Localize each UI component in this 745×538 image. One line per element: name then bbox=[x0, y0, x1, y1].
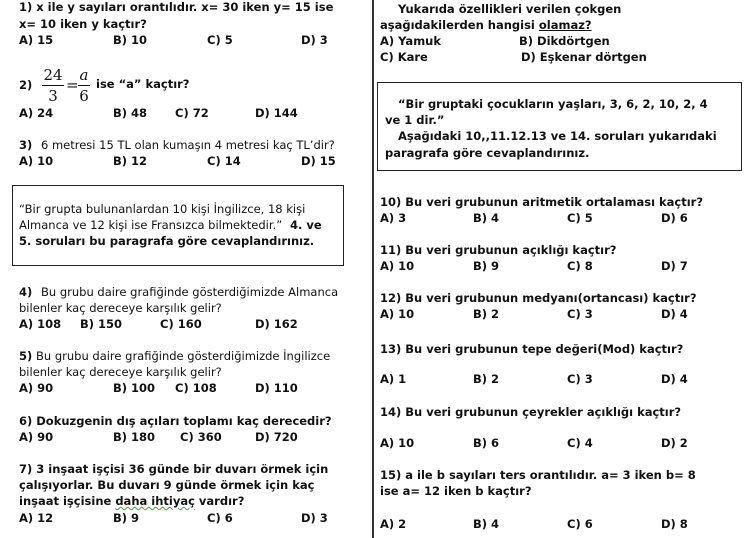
question-text: bilenler kaç dereceye karşılık gelir? bbox=[19, 365, 222, 379]
option-d: D) 2 bbox=[661, 436, 688, 450]
option-b: B) Dikdörtgen bbox=[519, 34, 610, 48]
option-b: B) 4 bbox=[473, 517, 500, 531]
question-text: Bu grubu daire grafiğinde gösterdiğimizde Almanca bbox=[41, 285, 339, 299]
option-c: C) 6 bbox=[567, 517, 593, 531]
option-d: D) Eşkenar dörtgen bbox=[521, 50, 647, 64]
option-d: D) 8 bbox=[661, 517, 688, 531]
info-text: Aşağıdaki 10,,11.12.13 ve 14. soruları yukarıdaki bbox=[398, 129, 717, 143]
info-text: “Bir gruptaki çocukların yaşları, 3, 6, 2, 10, 2, 4 bbox=[398, 97, 708, 111]
text-part: aşağıdakilerden hangisi bbox=[380, 18, 539, 32]
option-b: B) 180 bbox=[113, 430, 156, 444]
question-text: Bu grubu daire grafiğinde gösterdiğimizde İngilizce bbox=[36, 349, 331, 363]
question-text: 14) Bu veri grubunun çeyrekler açıklığı kaçtır? bbox=[380, 405, 682, 419]
option-d: D) 162 bbox=[255, 317, 298, 331]
option-c: C) 5 bbox=[567, 211, 593, 225]
option-a: A) 2 bbox=[380, 517, 407, 531]
question-text: 1) x ile y sayıları orantılıdır. x= 30 iken y= 15 ise bbox=[19, 0, 334, 14]
question-text: ise “a” kaçtır? bbox=[96, 77, 190, 91]
option-a: A) 10 bbox=[380, 436, 415, 450]
option-c: C) 3 bbox=[567, 307, 593, 321]
option-d: D) 720 bbox=[255, 430, 298, 444]
option-b: B) 12 bbox=[113, 154, 148, 168]
option-c: C) 6 bbox=[207, 511, 233, 525]
fraction-a-6 bbox=[78, 66, 90, 105]
option-a: A) 10 bbox=[380, 259, 415, 273]
option-d: D) 15 bbox=[301, 154, 336, 168]
option-b: B) 9 bbox=[113, 511, 140, 525]
denominator: 6 bbox=[79, 87, 89, 105]
option-c: C) Kare bbox=[380, 50, 428, 64]
info-text: Almanca ve 12 kişi ise Fransızca bilmektedir.” bbox=[19, 218, 283, 232]
option-d: D) 110 bbox=[255, 381, 298, 395]
option-b: B) 48 bbox=[113, 106, 148, 120]
equals-sign: = bbox=[66, 76, 79, 94]
question-text: 15) a ile b sayıları ters orantılıdır. a= 3 iken b= 8 bbox=[380, 468, 696, 482]
info-text: ve 1 dir.” bbox=[385, 113, 445, 127]
option-c: C) 108 bbox=[175, 381, 217, 395]
option-b: B) 150 bbox=[80, 317, 123, 331]
option-b: B) 10 bbox=[113, 33, 148, 47]
question-text: 6) Dokuzgenin dış açıları toplamı kaç derecedir? bbox=[19, 414, 332, 428]
spellcheck-underlined-text: daha ihtiyaç bbox=[115, 494, 195, 508]
question-text: 13) Bu veri grubunun tepe değeri(Mod) kaçtır? bbox=[380, 342, 684, 356]
option-b: B) 9 bbox=[473, 259, 500, 273]
option-c: C) 4 bbox=[567, 436, 593, 450]
denominator: 3 bbox=[48, 87, 58, 105]
option-d: D) 3 bbox=[301, 511, 328, 525]
option-d: D) 7 bbox=[661, 259, 688, 273]
option-b: B) 6 bbox=[473, 436, 500, 450]
question-text: çalışıyorlar. Bu duvarı 9 günde örmek için kaç bbox=[19, 478, 315, 492]
option-d: D) 6 bbox=[661, 211, 688, 225]
option-a: A) 90 bbox=[19, 430, 54, 444]
question-text: bilenler kaç dereceye karşılık gelir? bbox=[19, 301, 222, 315]
option-a: A) 1 bbox=[380, 372, 407, 386]
numerator: 24 bbox=[43, 66, 63, 84]
question-number: 2) bbox=[19, 78, 33, 92]
option-c: C) 160 bbox=[160, 317, 202, 331]
fraction-24-3 bbox=[42, 66, 64, 105]
question-number: 4) bbox=[19, 285, 33, 299]
question-number: 3) bbox=[19, 138, 33, 152]
info-text: paragrafa göre cevaplandırınız. bbox=[385, 146, 590, 160]
question-number: 5) bbox=[19, 349, 33, 363]
option-c: C) 3 bbox=[567, 372, 593, 386]
option-a: A) 15 bbox=[19, 33, 54, 47]
option-d: D) 4 bbox=[661, 372, 688, 386]
option-c: C) 72 bbox=[175, 106, 209, 120]
option-a: A) 90 bbox=[19, 381, 54, 395]
option-b: B) 2 bbox=[473, 372, 500, 386]
question-text: Yukarıda özellikleri verilen çokgen bbox=[398, 2, 622, 16]
option-d: D) 144 bbox=[255, 106, 298, 120]
question-text: 12) Bu veri grubunun medyanı(ortancası) kaçtır? bbox=[380, 291, 697, 305]
info-text: “Bir grupta bulunanlardan 10 kişi İngilizce, 18 kişi bbox=[19, 202, 306, 216]
option-a: A) 10 bbox=[380, 307, 415, 321]
column-divider bbox=[372, 0, 374, 538]
option-a: A) 24 bbox=[19, 106, 54, 120]
option-d: D) 3 bbox=[301, 33, 328, 47]
question-text: x= 10 iken y kaçtır? bbox=[19, 17, 147, 31]
option-b: B) 2 bbox=[473, 307, 500, 321]
underlined-text: olamaz? bbox=[538, 18, 592, 32]
option-d: D) 4 bbox=[661, 307, 688, 321]
question-text: 7) 3 inşaat işçisi 36 günde bir duvarı örmek için bbox=[19, 462, 329, 476]
option-c: C) 14 bbox=[207, 154, 241, 168]
question-text bbox=[19, 494, 244, 509]
option-a: A) 3 bbox=[380, 211, 407, 225]
question-text: 10) Bu veri grubunun aritmetik ortalaması kaçtır? bbox=[380, 195, 704, 209]
option-c: C) 8 bbox=[567, 259, 593, 273]
text-part: inşaat işçisine bbox=[19, 494, 116, 508]
option-a: A) Yamuk bbox=[380, 34, 442, 48]
option-a: A) 12 bbox=[19, 511, 54, 525]
option-c: C) 360 bbox=[180, 430, 222, 444]
option-b: B) 4 bbox=[473, 211, 500, 225]
option-c: C) 5 bbox=[207, 33, 233, 47]
info-text-bold: 4. ve bbox=[290, 218, 322, 232]
info-text-bold: 5. soruları bu paragrafa göre cevaplandırınız. bbox=[19, 234, 315, 248]
text-part: vardır? bbox=[194, 494, 245, 508]
question-text bbox=[380, 18, 592, 33]
option-a: A) 108 bbox=[19, 317, 62, 331]
option-b: B) 100 bbox=[113, 381, 156, 395]
question-text: 11) Bu veri grubunun açıklığı kaçtır? bbox=[380, 243, 617, 257]
option-a: A) 10 bbox=[19, 154, 54, 168]
question-text: ise a= 12 iken b kaçtır? bbox=[380, 484, 532, 498]
question-text: 6 metresi 15 TL olan kumaşın 4 metresi kaç TL’dir? bbox=[41, 138, 335, 152]
numerator: a bbox=[79, 66, 89, 84]
